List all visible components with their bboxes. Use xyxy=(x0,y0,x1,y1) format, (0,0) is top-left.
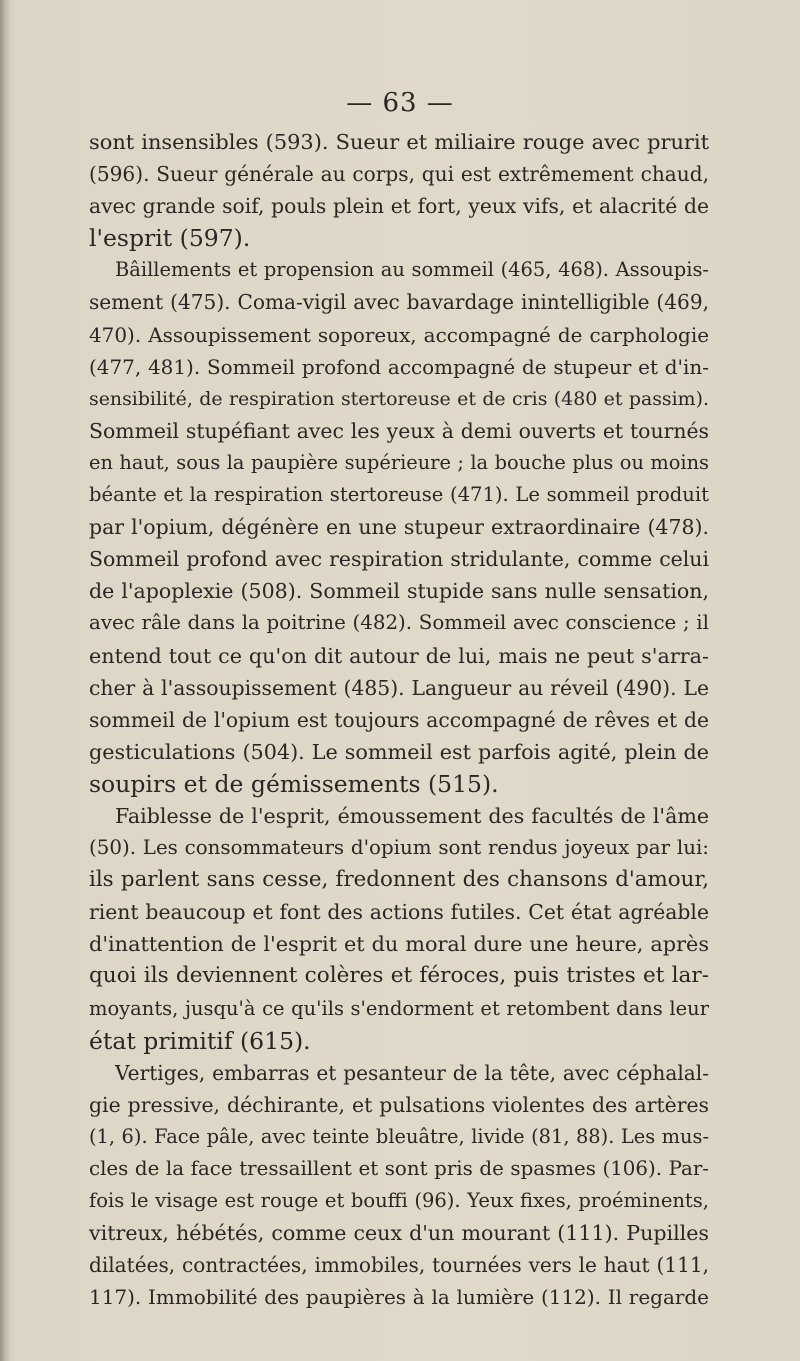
text-line: gesticulations (504). Le sommeil est parfois agité, plein de xyxy=(89,739,709,764)
text-line: quoi ils deviennent colères et féroces, puis tristes et lar- xyxy=(89,963,709,989)
text-line: d'inattention de l'esprit et du moral dure une heure, après xyxy=(89,932,709,957)
body-text xyxy=(89,126,709,1313)
text-line: moyants, jusqu'à ce qu'ils s'endorment et retombent dans leur xyxy=(89,996,709,1020)
text-line: cles de la face tressaillent et sont pris de spasmes (106). Par- xyxy=(89,1157,709,1180)
text-line: vitreux, hébétés, comme ceux d'un mourant (111). Pupilles xyxy=(89,1221,709,1246)
text-line: sement (475). Coma-vigil avec bavardage inintelligible (469, xyxy=(89,290,709,315)
text-line: (596). Sueur générale au corps, qui est extrêmement chaud, xyxy=(89,162,709,187)
text-line: Faiblesse de l'esprit, émoussement des facultés de l'âme xyxy=(115,803,709,828)
text-line: de l'apoplexie (508). Sommeil stupide sans nulle sensation, xyxy=(89,579,709,604)
text-line: sont insensibles (593). Sueur et miliaire rouge avec prurit xyxy=(89,130,709,154)
text-line: soupirs et de gémissements (515). xyxy=(89,769,499,798)
text-line: Bâillements et propension au sommeil (465, 468). Assoupis- xyxy=(115,258,709,282)
text-line: Sommeil profond avec respiration stridulante, comme celui xyxy=(89,547,709,572)
text-line: en haut, sous la paupière supérieure ; la bouche plus ou moins xyxy=(89,450,709,474)
text-line: (50). Les consommateurs d'opium sont rendus joyeux par lui: xyxy=(89,836,709,860)
text-line: cher à l'assoupissement (485). Langueur au réveil (490). Le xyxy=(89,675,709,700)
text-line: entend tout ce qu'on dit autour de lui, mais ne peut s'arra- xyxy=(89,643,709,668)
text-line: 470). Assoupissement soporeux, accompagné de carphologie xyxy=(89,322,709,347)
text-line: (1, 6). Face pâle, avec teinte bleuâtre, livide (81, 88). Les mus- xyxy=(89,1124,709,1148)
text-line: sommeil de l'opium est toujours accompagné de rêves et de xyxy=(89,707,709,732)
text-line: ils parlent sans cesse, fredonnent des chansons d'amour, xyxy=(89,867,709,893)
text-line: avec râle dans la poitrine (482). Sommeil avec conscience ; il xyxy=(89,611,709,635)
page-binding-edge xyxy=(0,0,10,1361)
text-line: rient beaucoup et font des actions futiles. Cet état agréable xyxy=(89,900,709,925)
text-line: béante et la respiration stertoreuse (471). Le sommeil produit xyxy=(89,483,709,507)
text-line: 117). Immobilité des paupières à la lumière (112). Il regarde xyxy=(89,1285,709,1310)
text-line: (477, 481). Sommeil profond accompagné de stupeur et d'in- xyxy=(89,354,709,379)
text-line: Sommeil stupéfiant avec les yeux à demi ouverts et tournés xyxy=(89,418,709,443)
text-line: fois le visage est rouge et bouffi (96). Yeux fixes, proéminents, xyxy=(89,1189,709,1213)
text-line: sensibilité, de respiration stertoreuse et de cris (480 et passim). xyxy=(89,387,709,410)
text-line: Vertiges, embarras et pesanteur de la tête, avec céphalal- xyxy=(115,1060,709,1085)
text-line: par l'opium, dégénère en une stupeur extraordinaire (478). xyxy=(89,515,709,540)
page-number: — 63 — xyxy=(346,88,454,118)
text-line: dilatées, contractées, immobiles, tournées vers le haut (111, xyxy=(89,1253,709,1278)
text-line: avec grande soif, pouls plein et fort, yeux vifs, et alacrité de xyxy=(89,194,709,219)
text-line: gie pressive, déchirante, et pulsations violentes des artères xyxy=(89,1092,709,1117)
text-line: état primitif (615). xyxy=(89,1026,311,1055)
text-line: l'esprit (597). xyxy=(89,224,251,253)
